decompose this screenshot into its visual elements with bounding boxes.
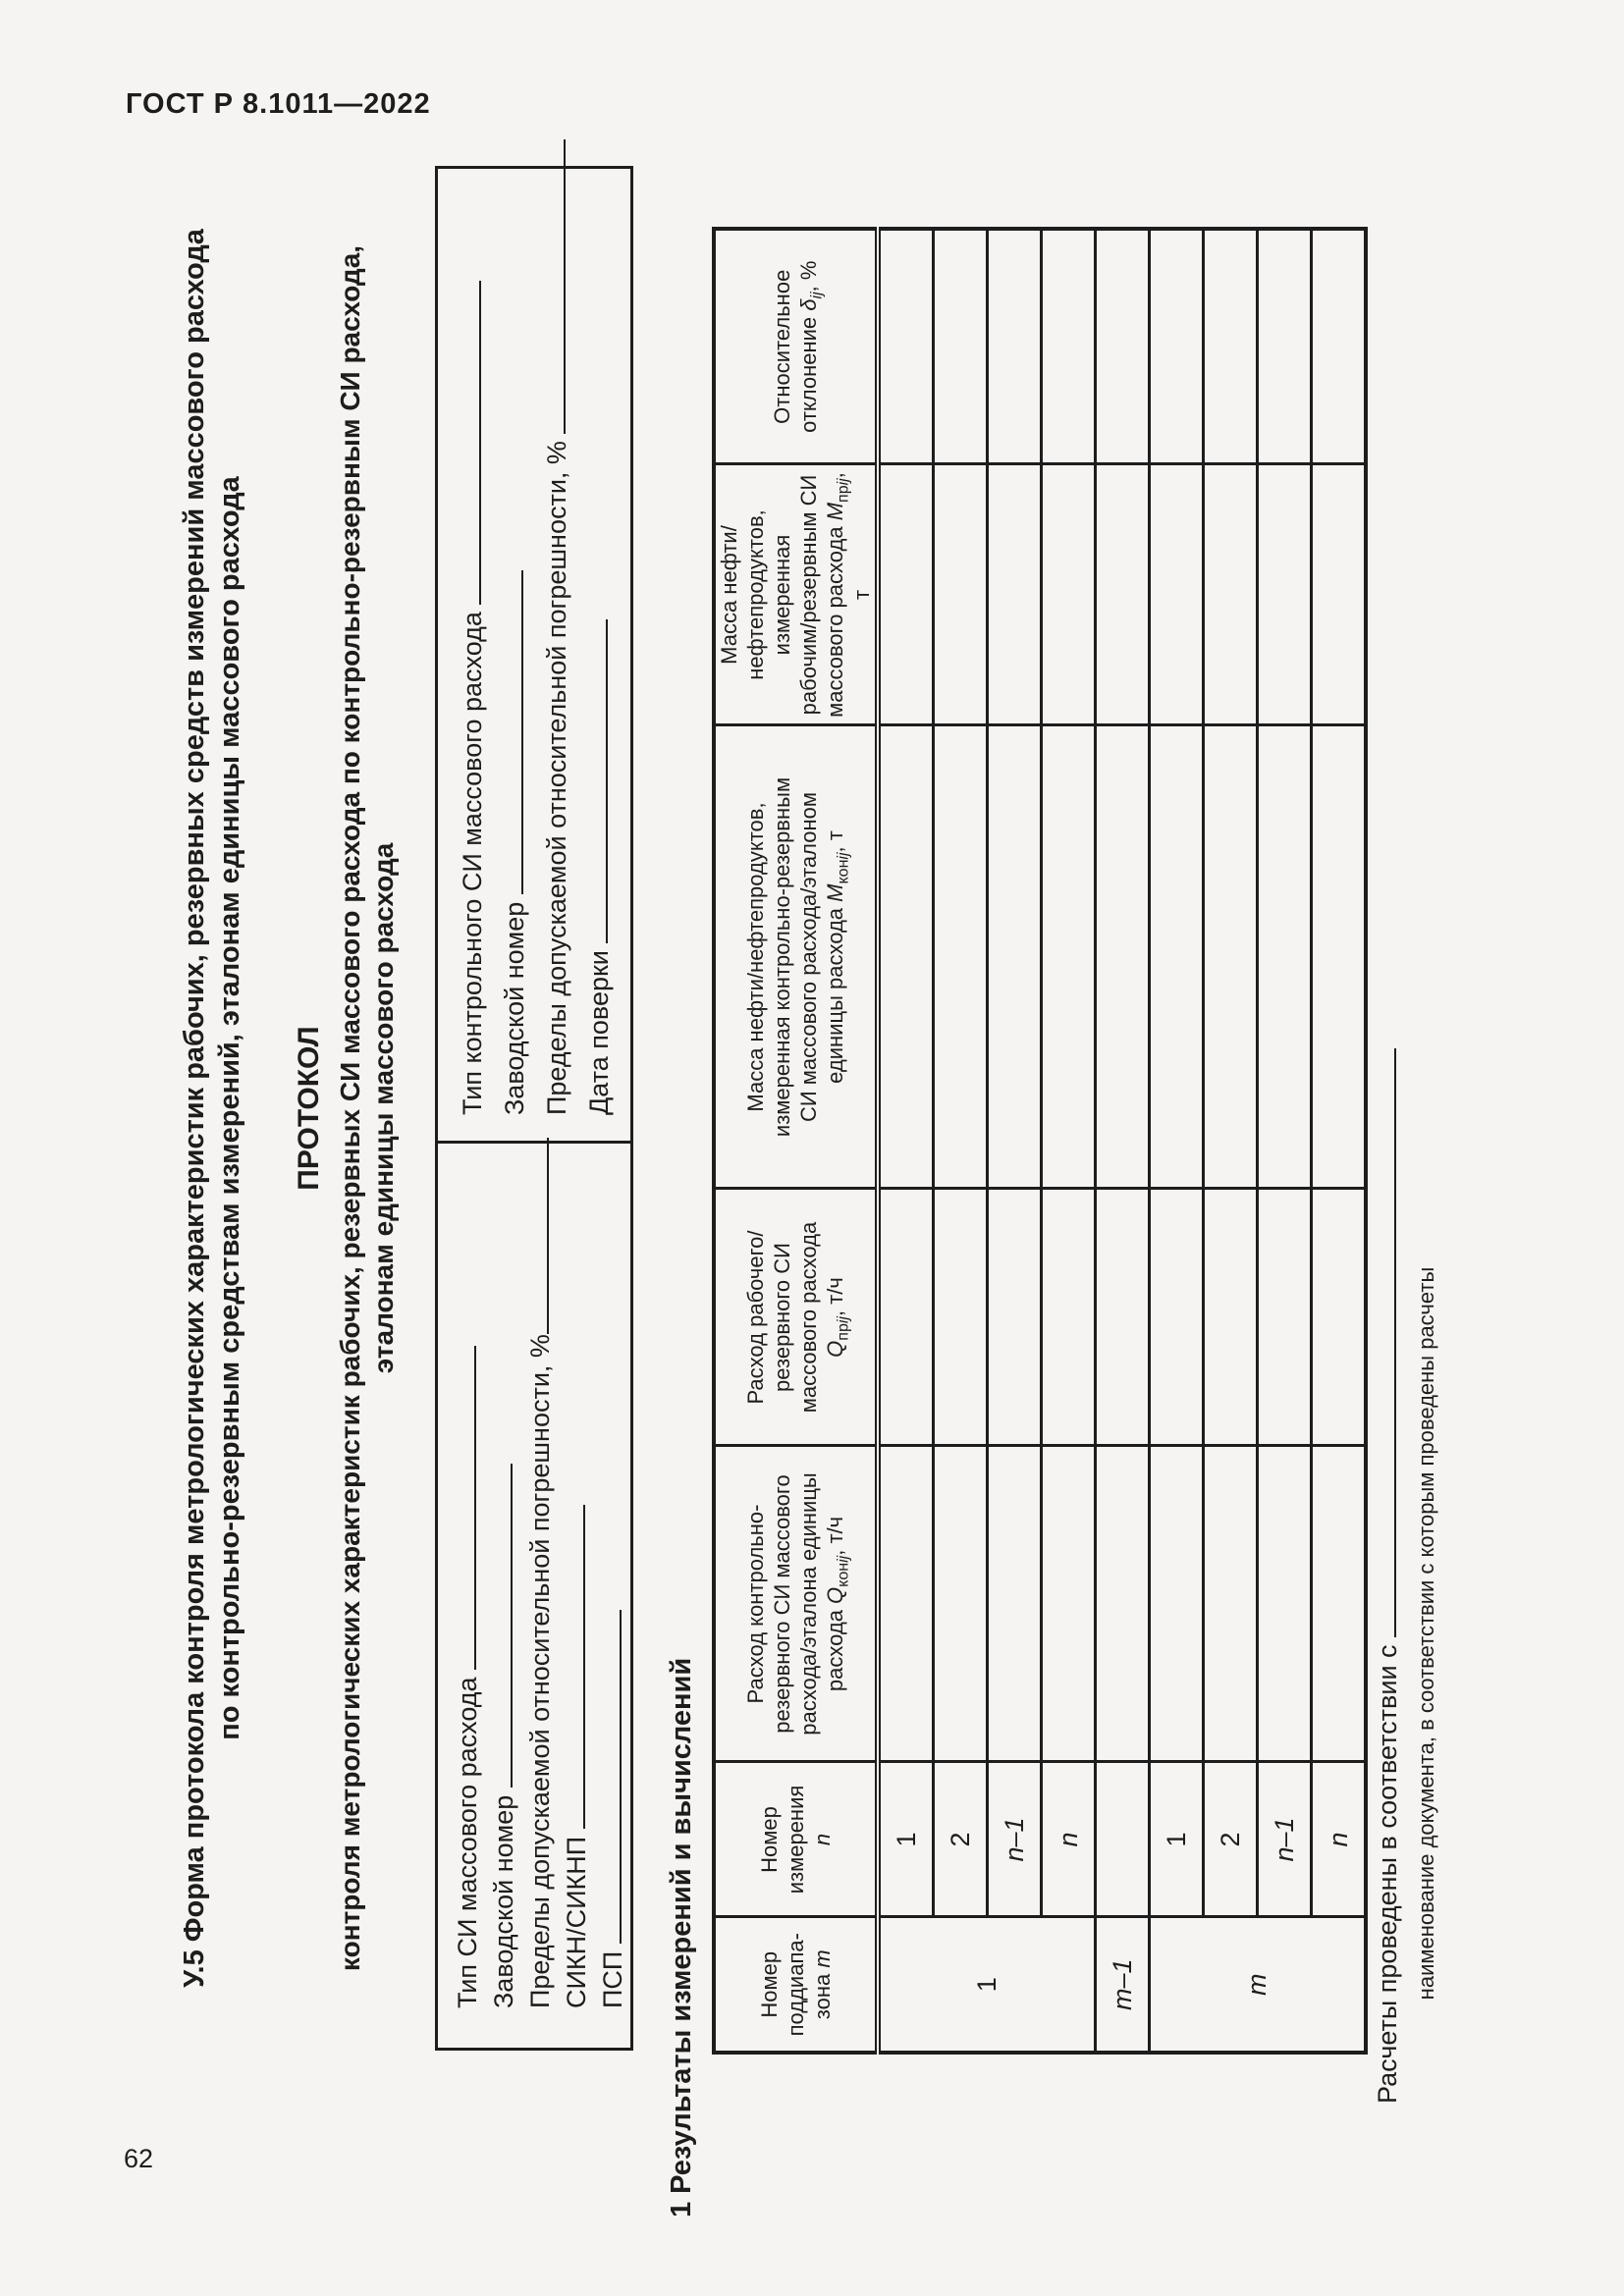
measurement-label: n — [1312, 1762, 1367, 1917]
measurement-label: n–1 — [988, 1762, 1042, 1917]
empty-cell — [878, 1446, 934, 1762]
table-row — [1096, 229, 1150, 2053]
blank-line — [1373, 1048, 1396, 1637]
calculations-note-caption: наименование документа, в соответствии с которым проведены расчеты — [1414, 1266, 1438, 2001]
control-si-fields — [438, 120, 630, 1144]
table-row — [878, 229, 934, 2053]
empty-cell — [878, 229, 934, 464]
empty-cell — [988, 725, 1042, 1189]
blank-line — [598, 1610, 622, 1944]
table-row — [1150, 229, 1204, 2053]
empty-cell — [1312, 464, 1367, 725]
empty-cell — [1042, 1446, 1096, 1762]
empty-cell — [1312, 725, 1367, 1189]
table-row — [934, 229, 988, 2053]
empty-cell — [1204, 1446, 1258, 1762]
empty-cell — [1204, 725, 1258, 1189]
empty-cell — [1150, 1446, 1204, 1762]
empty-cell — [1312, 229, 1367, 464]
col-header-control-si-flowrate: Расход контрольно- резервного СИ массового расхода/эталона единицы расхода $Q_{конij}$, т/ч — [714, 1446, 878, 1762]
empty-cell — [1150, 725, 1204, 1189]
page-number: 62 — [124, 2144, 154, 2173]
field-control-serial-number: Заводской номер — [494, 139, 536, 1115]
measurement-label: n–1 — [1258, 1762, 1312, 1917]
empty-cell — [934, 464, 988, 725]
subrange-label: m — [1150, 1917, 1367, 2053]
col-header-mass-control-si: Масса нефти/нефтепродуктов, измеренная контрольно-резервным СИ массового расхода/эталоном единицы расхода $M_{конij}$, т — [714, 725, 878, 1189]
blank-line — [500, 570, 523, 894]
empty-cell — [1150, 464, 1204, 725]
field-serial-number: Заводской номер — [486, 1163, 522, 2008]
table-row — [1042, 229, 1096, 2053]
col-header-measurement-number: Номер измерения n — [714, 1762, 878, 1917]
blank-line — [489, 1464, 513, 1788]
page-title — [177, 166, 247, 2051]
empty-cell — [1258, 725, 1312, 1189]
protocol-heading: ПРОТОКОЛ — [293, 1026, 325, 1191]
col-header-subrange-number: Номер поддиапа- зона m — [714, 1917, 878, 2053]
empty-cell — [988, 464, 1042, 725]
empty-cell — [1096, 229, 1150, 464]
page-title-line1: У.5 Форма протокола контроля метрологических характеристик рабочих, резервных средств измерений массового расхода — [179, 229, 210, 1988]
table-row — [1204, 229, 1258, 2053]
empty-cell — [1312, 1189, 1367, 1446]
empty-cell — [1096, 464, 1150, 725]
empty-cell — [1096, 1446, 1150, 1762]
empty-cell — [1042, 229, 1096, 464]
table-row — [988, 229, 1042, 2053]
empty-cell — [988, 1189, 1042, 1446]
empty-cell — [1312, 1446, 1367, 1762]
device-info-box — [435, 166, 633, 2051]
field-psp: ПСП — [595, 1163, 631, 2008]
empty-cell — [1150, 229, 1204, 464]
measurement-label: n — [1042, 1762, 1096, 1917]
field-verification-date: Дата поверки — [578, 139, 621, 1115]
empty-cell — [878, 725, 934, 1189]
empty-cell — [1042, 725, 1096, 1189]
field-sikn: СИКН/СИКНП — [559, 1163, 595, 2008]
protocol-subtitle — [334, 166, 401, 2051]
measurement-label: 1 — [1150, 1762, 1204, 1917]
empty-cell — [934, 229, 988, 464]
empty-cell — [1258, 1189, 1312, 1446]
working-si-fields — [438, 1144, 630, 2048]
empty-cell — [1096, 1189, 1150, 1446]
page-title-line2: по контрольно-резервным средствам измерений, эталонам единицы массового расхода — [214, 476, 245, 1740]
empty-cell — [1258, 1446, 1312, 1762]
results-table-container — [712, 227, 1368, 2055]
empty-cell — [1258, 464, 1312, 725]
protocol-subtitle-line2: эталонам единицы массового расхода — [368, 842, 399, 1374]
empty-cell — [1096, 725, 1150, 1189]
calculations-note: Расчеты проведены в соответствии с — [1373, 1048, 1403, 2104]
table-header-row — [714, 229, 878, 2053]
results-table — [712, 227, 1368, 2055]
subrange-label: m–1 — [1096, 1917, 1150, 2053]
empty-cell — [988, 1446, 1042, 1762]
field-control-si-type: Тип контрольного СИ массового расхода — [452, 139, 494, 1115]
measurement-label: 2 — [1204, 1762, 1258, 1917]
field-si-type: Тип СИ массового расхода — [450, 1163, 486, 2008]
blank-line — [458, 281, 481, 605]
subrange-label: 1 — [878, 1917, 1096, 2053]
col-header-relative-deviation: Относительное отклонение $\delta_{ij}$, % — [714, 229, 878, 464]
empty-cell — [1204, 229, 1258, 464]
blank-line — [584, 619, 608, 943]
table-row — [1312, 229, 1367, 2053]
col-header-mass-working-si: Масса нефти/ нефтепродуктов, измеренная рабочим/резервным СИ массового расхода $M_{прij}$, т — [714, 464, 878, 725]
protocol-subtitle-line1: контроля метрологических характеристик рабочих, резервных СИ массового расхода по контрольно-резервным СИ расхода, — [335, 244, 365, 1972]
measurement-label — [1096, 1762, 1150, 1917]
empty-cell — [878, 1189, 934, 1446]
field-control-error-limits: Пределы допускаемой относительной погрешности, % — [536, 139, 578, 1115]
section-heading: 1 Результаты измерений и вычислений — [666, 1657, 697, 2217]
empty-cell — [934, 1189, 988, 1446]
col-header-working-si-flowrate: Расход рабочего/ резервного СИ массового расхода $Q_{прij}$, т/ч — [714, 1189, 878, 1446]
measurement-label: 2 — [934, 1762, 988, 1917]
empty-cell — [1258, 229, 1312, 464]
empty-cell — [878, 464, 934, 725]
blank-line — [562, 1505, 585, 1829]
doc-header: ГОСТ Р 8.1011—2022 — [126, 88, 431, 120]
empty-cell — [934, 725, 988, 1189]
empty-cell — [1042, 464, 1096, 725]
empty-cell — [988, 229, 1042, 464]
blank-line — [542, 139, 566, 434]
measurement-label: 1 — [878, 1762, 934, 1917]
table-row — [1258, 229, 1312, 2053]
empty-cell — [1042, 1189, 1096, 1446]
blank-line — [453, 1346, 476, 1670]
blank-line — [525, 1138, 549, 1334]
empty-cell — [1204, 1189, 1258, 1446]
empty-cell — [934, 1446, 988, 1762]
empty-cell — [1204, 464, 1258, 725]
field-error-limits: Пределы допускаемой относительной погрешности, % — [522, 1163, 559, 2008]
empty-cell — [1150, 1189, 1204, 1446]
